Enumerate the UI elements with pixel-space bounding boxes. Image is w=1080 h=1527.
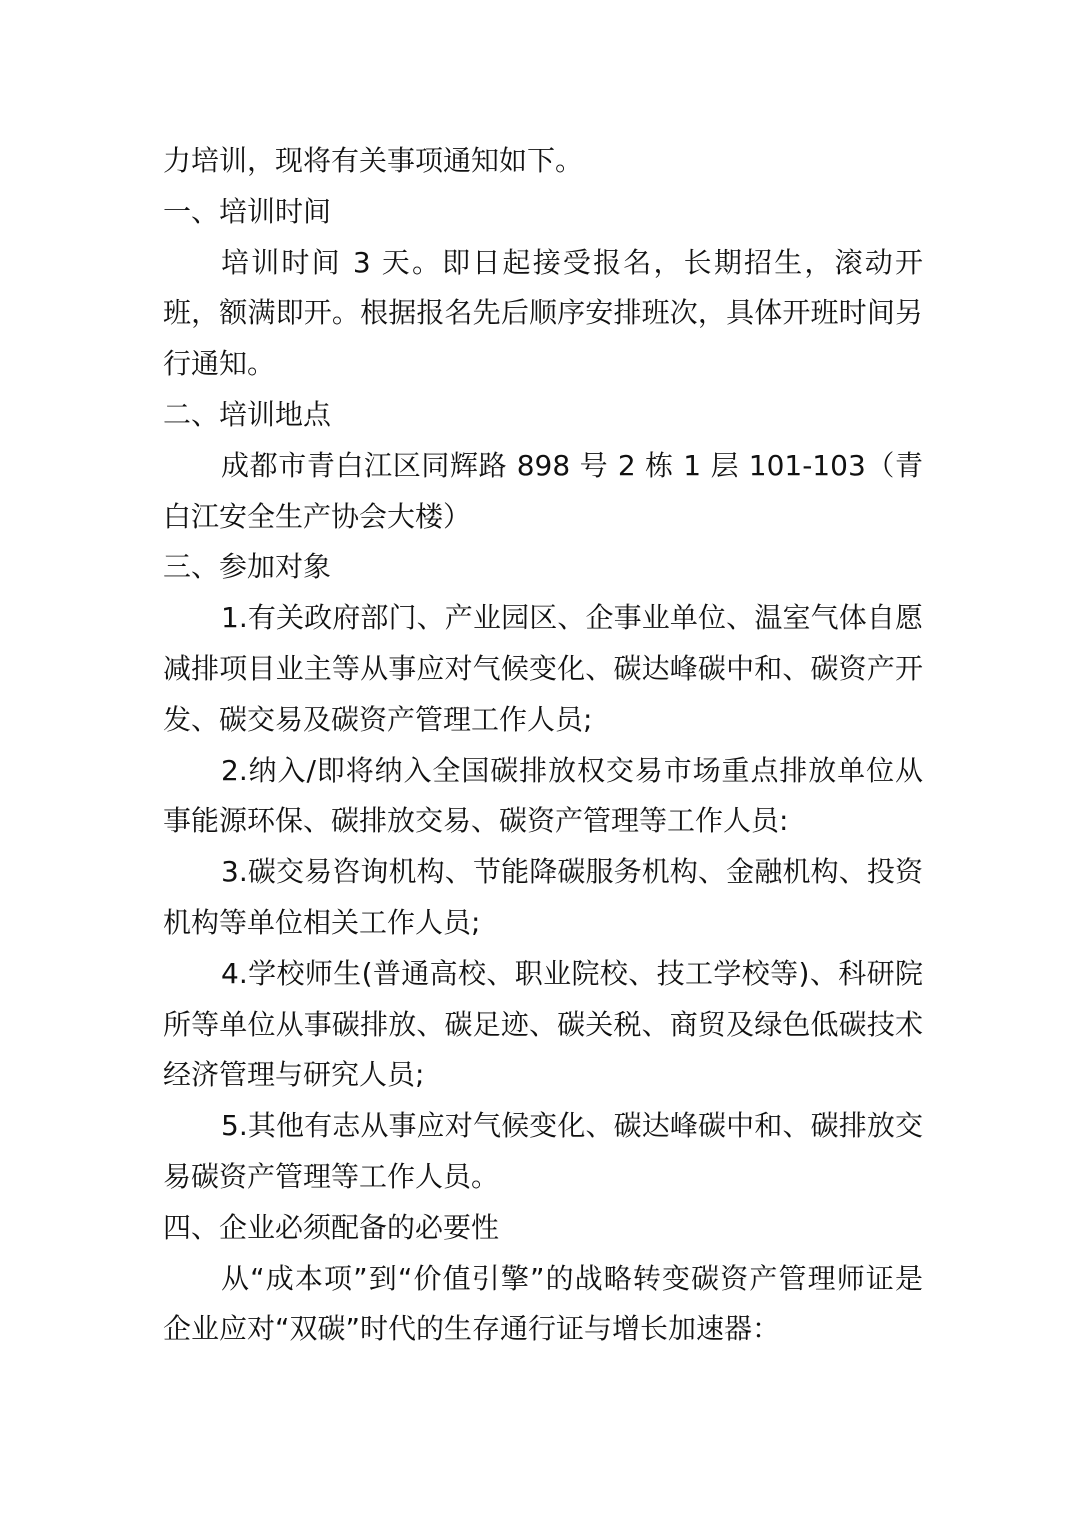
participants-item-3: 3.碳交易咨询机构、节能降碳服务机构、金融机构、投资机构等单位相关工作人员;	[163, 855, 923, 939]
paragraph-location: 成都市青白江区同辉路 898 号 2 栋 1 层 101-103（青白江安全生产协会大楼）	[163, 448, 923, 533]
participants-item-5: 5.其他有志从事应对气候变化、碳达峰碳中和、碳排放交易碳资产管理等工作人员。	[163, 1109, 923, 1193]
section-heading-participants: 三、参加对象	[163, 550, 332, 584]
section-heading-location: 二、培训地点	[163, 397, 332, 431]
document-body	[163, 136, 923, 1355]
participants-item-1: 1.有关政府部门、产业园区、企事业单位、温室气体自愿减排项目业主等从事应对气候变化、碳达峰碳中和、碳资产开发、碳交易及碳资产管理工作人员;	[163, 601, 923, 736]
participants-item-4: 4.学校师生(普通高校、职业院校、技工学校等)、科研院所等单位从事碳排放、碳足迹、碳关税、商贸及绿色低碳技术经济管理与研究人员;	[163, 956, 923, 1092]
intro-tail-paragraph: 力培训，现将有关事项通知如下。	[163, 144, 584, 177]
participants-item-2: 2.纳入/即将纳入全国碳排放权交易市场重点排放单位从事能源环保、碳排放交易、碳资产管理等工作人员:	[163, 753, 923, 838]
section-heading-time: 一、培训时间	[163, 194, 332, 228]
section-heading-necessity: 四、企业必须配备的必要性	[163, 1210, 500, 1244]
paragraph-time: 培训时间 3 天。即日起接受报名，长期招生，滚动开班，额满即开。根据报名先后顺序安排班次，具体开班时间另行通知。	[163, 245, 923, 381]
paragraph-necessity: 从“成本项”到“价值引擎”的战略转变碳资产管理师证是企业应对“双碳”时代的生存通行证与增长加速器：	[163, 1261, 923, 1346]
